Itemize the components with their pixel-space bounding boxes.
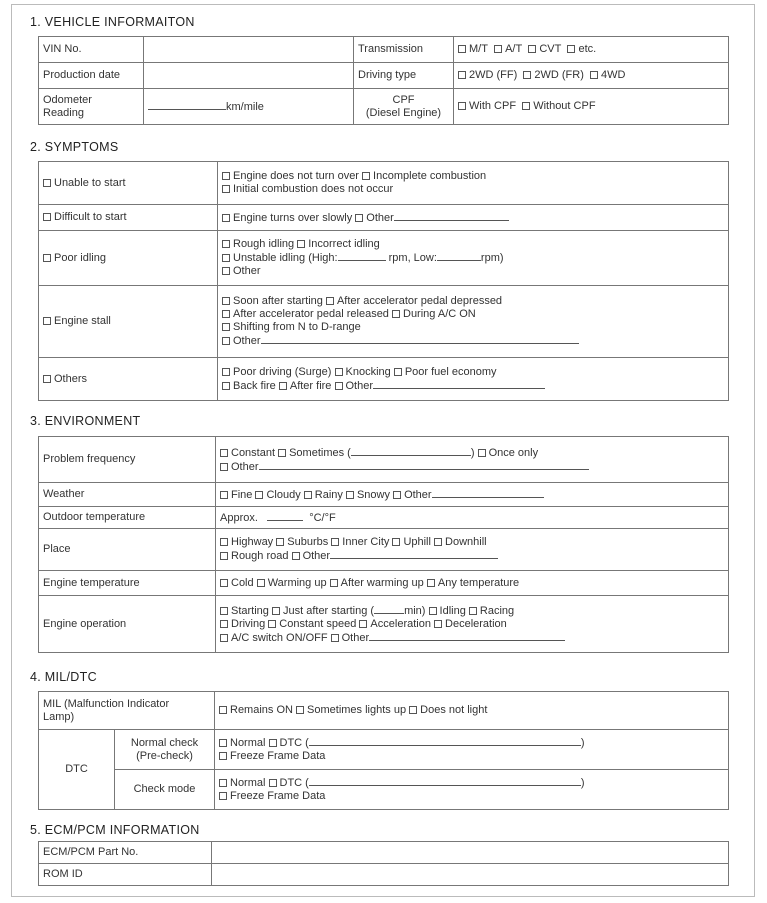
ecm-part-number-field[interactable] [212, 842, 729, 864]
rom-id-label: ROM ID [39, 864, 212, 886]
option-label: 2WD (FR) [534, 69, 584, 81]
rpm-high-input[interactable] [338, 251, 386, 261]
checkbox[interactable] [478, 449, 486, 457]
cpf-label: CPF (Diesel Engine) [354, 89, 454, 125]
vin-field[interactable] [144, 37, 354, 63]
option-label: With CPF [469, 100, 517, 112]
place-label: Place [39, 529, 216, 571]
checkbox[interactable] [222, 172, 230, 180]
option-label: 4WD [601, 69, 626, 81]
production-date-field[interactable] [144, 63, 354, 89]
symptom-engine-stall: Engine stall [39, 286, 218, 358]
unit-label: km/mile [226, 100, 264, 113]
checkbox[interactable] [43, 375, 51, 383]
problem-frequency-label: Problem frequency [39, 437, 216, 483]
checkbox[interactable] [220, 607, 228, 615]
section-title-mil-dtc: 4. MIL/DTC [30, 670, 97, 684]
checkbox[interactable] [458, 102, 466, 110]
outdoor-temperature-label: Outdoor temperature [39, 507, 216, 529]
checkbox[interactable] [429, 607, 437, 615]
normal-check-label: Normal check (Pre-check) [115, 730, 215, 770]
checkbox[interactable] [220, 579, 228, 587]
symptom-others: Others [39, 358, 218, 401]
checkbox[interactable] [269, 739, 277, 747]
checkbox[interactable] [43, 179, 51, 187]
checkbox[interactable] [278, 449, 286, 457]
checkbox[interactable] [222, 185, 230, 193]
dtc-label: DTC [39, 730, 115, 810]
normal-check-options: Normal DTC ( ) Freeze Frame Data [215, 730, 729, 770]
checkbox[interactable] [219, 752, 227, 760]
other-input[interactable] [261, 334, 579, 344]
checkbox[interactable] [220, 620, 228, 628]
checkbox[interactable] [359, 620, 367, 628]
section-title-symptoms: 2. SYMPTOMS [30, 140, 119, 154]
checkbox[interactable] [222, 297, 230, 305]
checkbox[interactable] [268, 620, 276, 628]
checkbox[interactable] [43, 317, 51, 325]
checkbox[interactable] [427, 579, 435, 587]
weather-label: Weather [39, 483, 216, 507]
symptom-poor-idling: Poor idling [39, 231, 218, 286]
symptom-options: Engine turns over slowly Other [218, 205, 729, 231]
ecm-part-number-label: ECM/PCM Part No. [39, 842, 212, 864]
checkbox[interactable] [272, 607, 280, 615]
section-title-environment: 3. ENVIRONMENT [30, 414, 141, 428]
other-input[interactable] [330, 549, 498, 559]
checkbox[interactable] [590, 71, 598, 79]
checkbox[interactable] [434, 538, 442, 546]
checkbox[interactable] [222, 323, 230, 331]
checkbox[interactable] [304, 491, 312, 499]
engine-temperature-options: Cold Warming up After warming up Any temperature [216, 571, 729, 596]
checkbox[interactable] [331, 538, 339, 546]
mil-dtc-table [38, 691, 729, 810]
dtc-input[interactable] [309, 776, 581, 786]
checkbox[interactable] [335, 382, 343, 390]
weather-options: Fine Cloudy Rainy Snowy Other [216, 483, 729, 507]
engine-temperature-label: Engine temperature [39, 571, 216, 596]
place-options: Highway Suburbs Inner City Uphill Downhill Rough road Other [216, 529, 729, 571]
checkbox[interactable] [458, 71, 466, 79]
checkbox[interactable] [393, 491, 401, 499]
mil-label: MIL (Malfunction Indicator Lamp) [39, 692, 215, 730]
checkbox[interactable] [330, 579, 338, 587]
checkbox[interactable] [297, 240, 305, 248]
check-mode-label: Check mode [115, 770, 215, 810]
checkbox[interactable] [222, 368, 230, 376]
checkbox[interactable] [219, 739, 227, 747]
environment-table [38, 436, 729, 653]
checkbox[interactable] [394, 368, 402, 376]
checkbox[interactable] [523, 71, 531, 79]
checkbox[interactable] [43, 213, 51, 221]
symptom-difficult-to-start: Difficult to start [39, 205, 218, 231]
minutes-input[interactable] [374, 604, 404, 614]
outdoor-temperature-field: Approx. °C/°F [216, 507, 729, 529]
driving-type-options [454, 63, 729, 89]
checkbox[interactable] [362, 172, 370, 180]
checkbox[interactable] [220, 634, 228, 642]
checkbox[interactable] [346, 491, 354, 499]
checkbox[interactable] [220, 449, 228, 457]
rom-id-field[interactable] [212, 864, 729, 886]
check-mode-options: Normal DTC ( ) Freeze Frame Data [215, 770, 729, 810]
checkbox[interactable] [458, 45, 466, 53]
checkbox[interactable] [219, 792, 227, 800]
engine-operation-label: Engine operation [39, 596, 216, 653]
checkbox[interactable] [257, 579, 265, 587]
transmission-label: Transmission [354, 37, 454, 63]
checkbox[interactable] [255, 491, 263, 499]
other-input[interactable] [394, 211, 509, 221]
vin-label: VIN No. [39, 37, 144, 63]
checkbox[interactable] [43, 254, 51, 262]
symptom-options: Soon after starting After accelerator pedal depressed After accelerator pedal released During A/C ON Shifting from N to D-range Other [218, 286, 729, 358]
checkbox[interactable] [219, 706, 227, 714]
production-date-label: Production date [39, 63, 144, 89]
option-label: Without CPF [533, 100, 596, 112]
checkbox[interactable] [276, 538, 284, 546]
section-title-ecm-pcm: 5. ECM/PCM INFORMATION [30, 823, 200, 837]
cpf-options [454, 89, 729, 125]
mil-options: Remains ON Sometimes lights up Does not light [215, 692, 729, 730]
checkbox[interactable] [326, 297, 334, 305]
checkbox[interactable] [331, 634, 339, 642]
ecm-pcm-table [38, 841, 729, 886]
checkbox[interactable] [567, 45, 575, 53]
checkbox[interactable] [222, 254, 230, 262]
checkbox[interactable] [222, 310, 230, 318]
checkbox[interactable] [222, 214, 230, 222]
symptom-options: Rough idling Incorrect idling Unstable idling (High: rpm, Low: rpm) Other [218, 231, 729, 286]
frequency-options: Constant Sometimes ( ) Once only Other [216, 437, 729, 483]
checkbox[interactable] [269, 779, 277, 787]
checkbox[interactable] [409, 706, 417, 714]
other-input[interactable] [373, 379, 545, 389]
checkbox[interactable] [355, 214, 363, 222]
odometer-label: Odometer Reading [39, 89, 144, 125]
rpm-low-input[interactable] [437, 251, 481, 261]
section-title-vehicle-info: 1. VEHICLE INFORMAITON [30, 15, 195, 29]
option-label: etc. [578, 43, 597, 55]
odometer-field[interactable] [144, 89, 354, 125]
checkbox[interactable] [279, 382, 287, 390]
checkbox[interactable] [434, 620, 442, 628]
checkbox[interactable] [220, 463, 228, 471]
temperature-input[interactable] [267, 511, 303, 521]
symptom-unable-to-start: Unable to start [39, 162, 218, 205]
checkbox[interactable] [220, 538, 228, 546]
checkbox[interactable] [222, 240, 230, 248]
checkbox[interactable] [296, 706, 304, 714]
checkbox[interactable] [392, 538, 400, 546]
checkbox[interactable] [528, 45, 536, 53]
transmission-options [454, 37, 729, 63]
checkbox[interactable] [392, 310, 400, 318]
option-label: A/T [505, 43, 523, 55]
other-input[interactable] [432, 488, 544, 498]
checkbox[interactable] [220, 491, 228, 499]
driving-type-label: Driving type [354, 63, 454, 89]
checkbox[interactable] [522, 102, 530, 110]
checkbox[interactable] [494, 45, 502, 53]
sometimes-input[interactable] [351, 446, 471, 456]
option-label: 2WD (FF) [469, 69, 518, 81]
other-input[interactable] [369, 631, 565, 641]
other-input[interactable] [259, 460, 589, 470]
option-label: M/T [469, 43, 488, 55]
checkbox[interactable] [292, 552, 300, 560]
checkbox[interactable] [469, 607, 477, 615]
checkbox[interactable] [335, 368, 343, 376]
checkbox[interactable] [222, 382, 230, 390]
option-label: CVT [539, 43, 562, 55]
symptom-options: Poor driving (Surge) Knocking Poor fuel economy Back fire After fire Other [218, 358, 729, 401]
checkbox[interactable] [219, 779, 227, 787]
checkbox[interactable] [222, 337, 230, 345]
dtc-input[interactable] [309, 736, 581, 746]
vehicle-info-table [38, 36, 729, 125]
checkbox[interactable] [222, 267, 230, 275]
symptom-options: Engine does not turn over Incomplete combustion Initial combustion does not occur [218, 162, 729, 205]
symptoms-table [38, 161, 729, 401]
checkbox[interactable] [220, 552, 228, 560]
engine-operation-options: Starting Just after starting ( min) Idling Racing Driving Constant speed Acceleration Deceleration A/C switch ON/OFF Other [216, 596, 729, 653]
